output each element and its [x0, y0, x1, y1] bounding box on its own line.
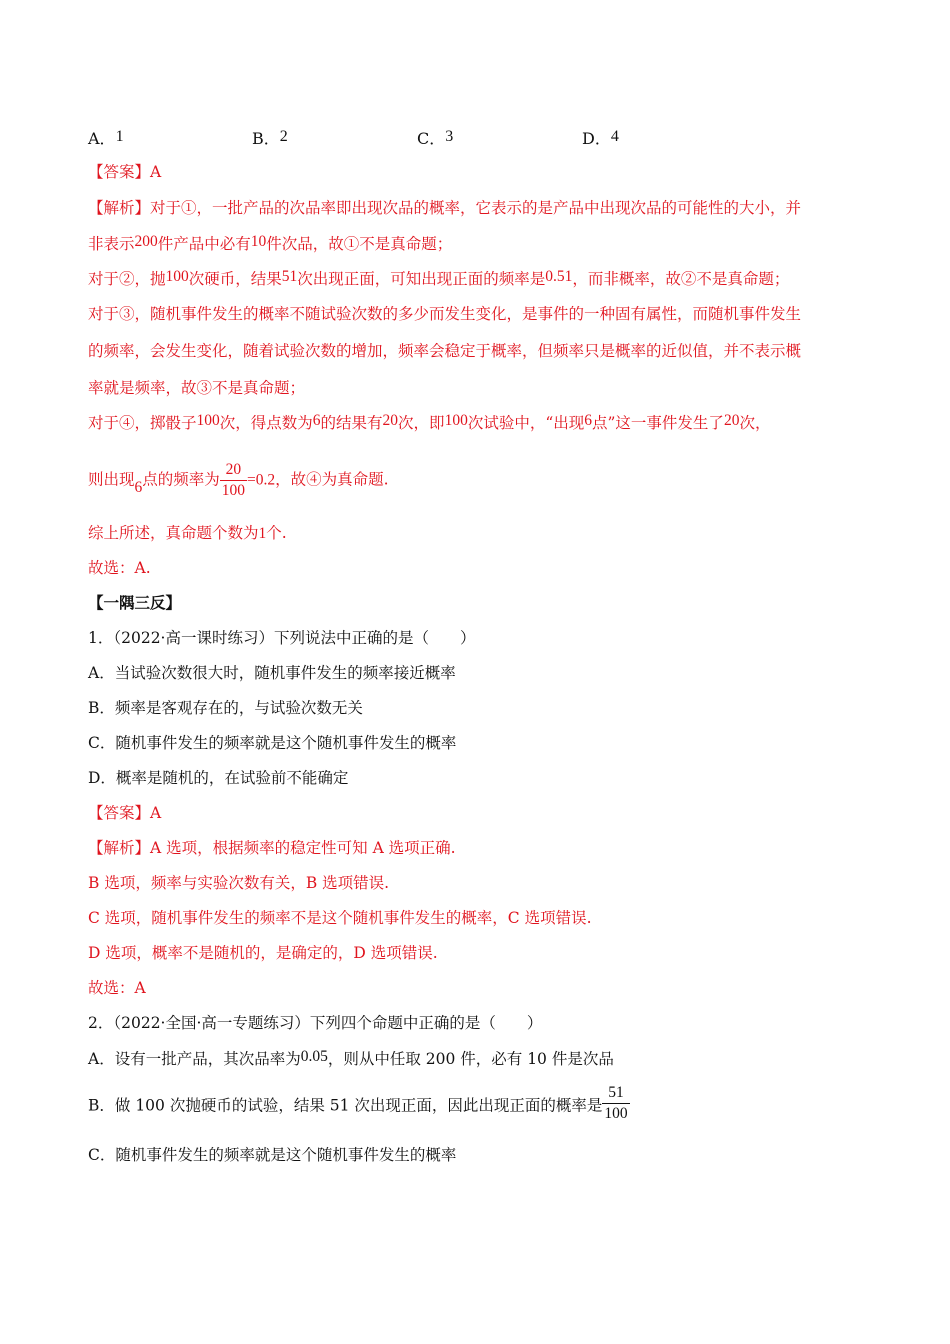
- option-d: D．4: [582, 128, 619, 148]
- analysis-2-line-1: 【解析】A 选项，根据频率的稳定性可知 A 选项正确.: [88, 839, 456, 857]
- question-2-stem: 2．（2022·全国·高一专题练习）下列四个命题中正确的是（ ）: [88, 1014, 543, 1032]
- analysis-1-line-7: 对于④，掷骰子100次，得点数为6的结果有20次，即100次试验中，“出现6点”这一事件发生了20次，: [88, 412, 771, 432]
- fraction-51-100: $\frac{51}{100}$: [604, 1084, 628, 1122]
- question-1-option-a: A．当试验次数很大时，随机事件发生的频率接近概率: [88, 664, 456, 682]
- answer-line-2: 【答案】A: [88, 804, 162, 822]
- analysis-1-line-3: 对于②，抛100次硬币，结果51次出现正面，可知出现正面的频率是0.51，而非概率，故②不是真命题；: [88, 268, 790, 288]
- section-title: 【一隅三反】: [88, 593, 182, 612]
- question-1-option-c: C．随机事件发生的频率就是这个随机事件发生的概率: [88, 734, 457, 752]
- analysis-1-line-2: 非表示200件产品中必有10件次品，故①不是真命题；: [88, 233, 453, 253]
- analysis-1-line-10: 故选：A.: [88, 559, 151, 577]
- question-2-option-a: A．设有一批产品，其次品率为0.05，则从中任取 200 件，必有 10 件是次品: [88, 1048, 614, 1068]
- analysis-1-line-4: 对于③，随机事件发生的概率不随试验次数的多少而发生变化，是事件的一种固有属性，而随机事件发生: [88, 305, 802, 323]
- question-2-option-b: B．做 100 次抛硬币的试验，结果 51 次出现正面，因此出现正面的概率是 $\frac{51}{100}$: [88, 1084, 628, 1122]
- analysis-2-line-4: D 选项，概率不是随机的，是确定的，D 选项错误.: [88, 944, 438, 962]
- question-1-option-d: D．概率是随机的，在试验前不能确定: [88, 769, 349, 787]
- analysis-1-line-5: 的频率，会发生变化，随着试验次数的增加，频率会稳定于概率，但频率只是概率的近似值，并不表示概: [88, 342, 802, 360]
- analysis-1-line-9: 综上所述，真命题个数为1个.: [88, 524, 287, 542]
- analysis-1-line-8: 则出现6点的频率为 $\frac{20}{100}$ =0.2，故④为真命题.: [88, 461, 389, 499]
- option-c: C．3: [417, 128, 454, 148]
- analysis-1-line-6: 率就是频率，故③不是真命题；: [88, 379, 306, 397]
- analysis-1-line-1: 【解析】对于①，一批产品的次品率即出现次品的概率，它表示的是产品中出现次品的可能性的大小，并: [88, 199, 802, 217]
- question-2-option-c: C．随机事件发生的频率就是这个随机事件发生的概率: [88, 1146, 457, 1164]
- analysis-2-line-5: 故选：A: [88, 979, 146, 997]
- option-b: B．2: [252, 128, 288, 148]
- fraction-20-100: $\frac{20}{100}$: [221, 461, 246, 499]
- question-1-option-b: B．频率是客观存在的，与试验次数无关: [88, 699, 363, 717]
- answer-line-1: 【答案】A: [88, 163, 162, 181]
- analysis-2-line-3: C 选项，随机事件发生的频率不是这个随机事件发生的概率，C 选项错误.: [88, 909, 592, 927]
- option-a: A．1: [88, 128, 124, 148]
- analysis-2-line-2: B 选项，频率与实验次数有关，B 选项错误.: [88, 874, 390, 892]
- question-1-stem: 1．（2022·高一课时练习）下列说法中正确的是（ ）: [88, 629, 476, 647]
